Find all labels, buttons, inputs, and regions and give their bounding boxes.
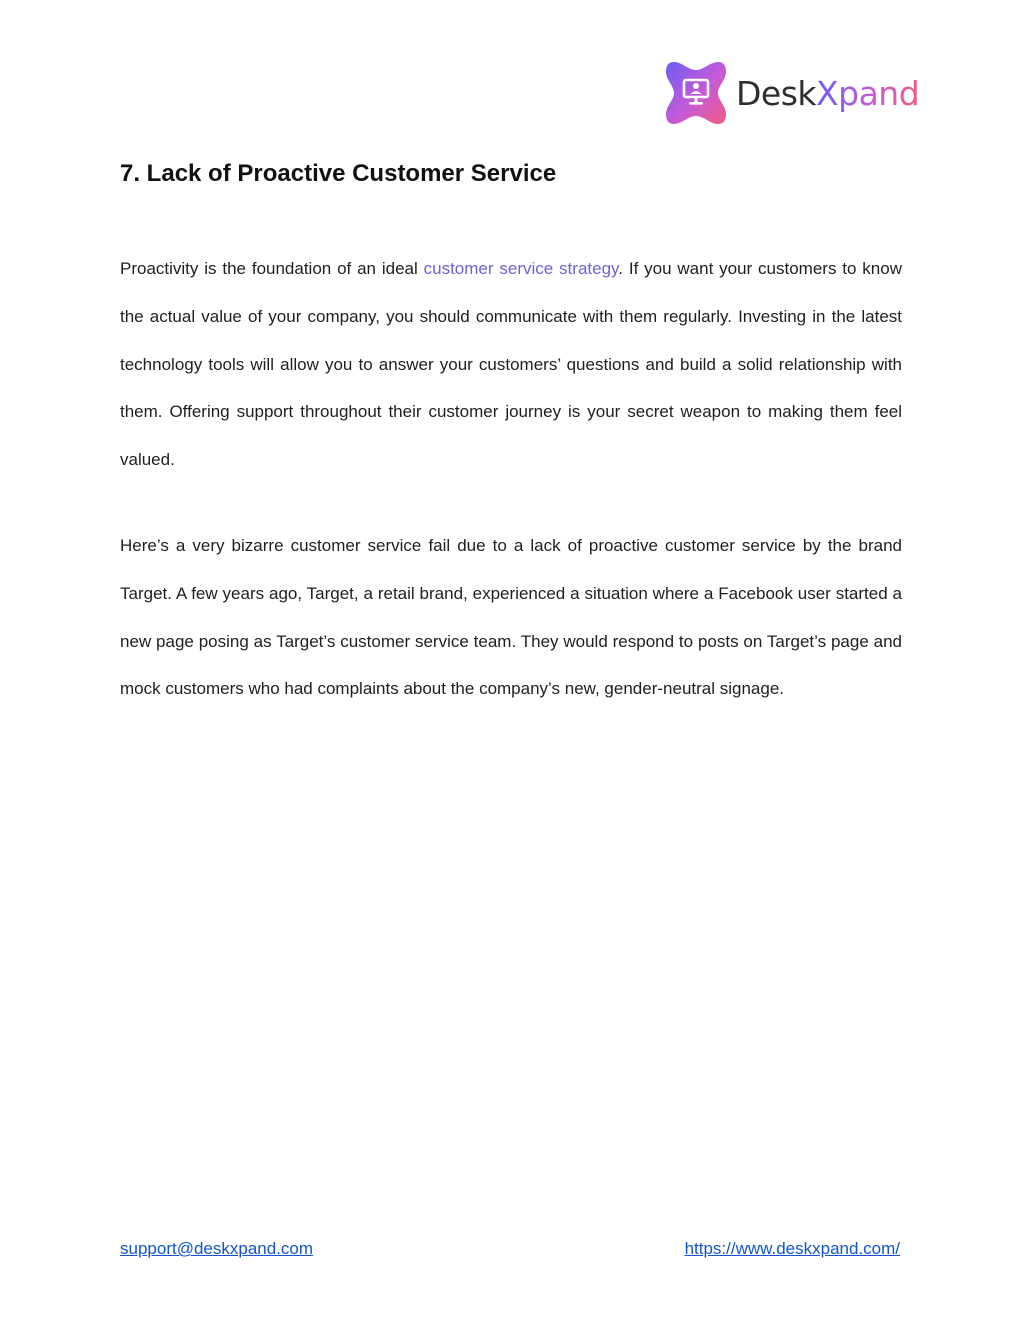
paragraph-target-example: Here’s a very bizarre customer service fail due to a lack of proactive customer service by the brand Target. A few years ago, Target, a retail brand, experienced a situation where a Facebook user started a new page posing as Target’s customer service team. They would respond to posts on Target’s page and mock customers who had complaints about the company’s new, gender-neutral signage. — [120, 536, 902, 699]
brand-name-desk: Desk — [736, 73, 817, 113]
brand-name-xpand: Xpand — [816, 73, 920, 113]
website-link[interactable]: https://www.deskxpand.com/ — [684, 1239, 900, 1258]
customer-service-strategy-link[interactable]: customer service strategy — [423, 259, 619, 278]
section-heading: 7. Lack of Proactive Customer Service — [120, 160, 557, 187]
paragraph1-text-end: . If you want your customers to know the actual value of your company, you should communicate with them regularly. Investing in the latest technology tools will allow you to answer your customers’ questions and build a solid relationship with them. Offering support throughout their customer journey is your secret weapon to making them feel valued. — [120, 259, 902, 470]
deskxpand-monitor-user-icon — [664, 60, 728, 126]
brand-logo — [664, 60, 919, 126]
brand-wordmark — [736, 73, 920, 113]
paragraph-proactivity — [120, 245, 902, 484]
paragraph1-text-start: Proactivity is the foundation of an ideal — [120, 259, 424, 278]
support-email-link[interactable]: support@deskxpand.com — [120, 1239, 314, 1258]
